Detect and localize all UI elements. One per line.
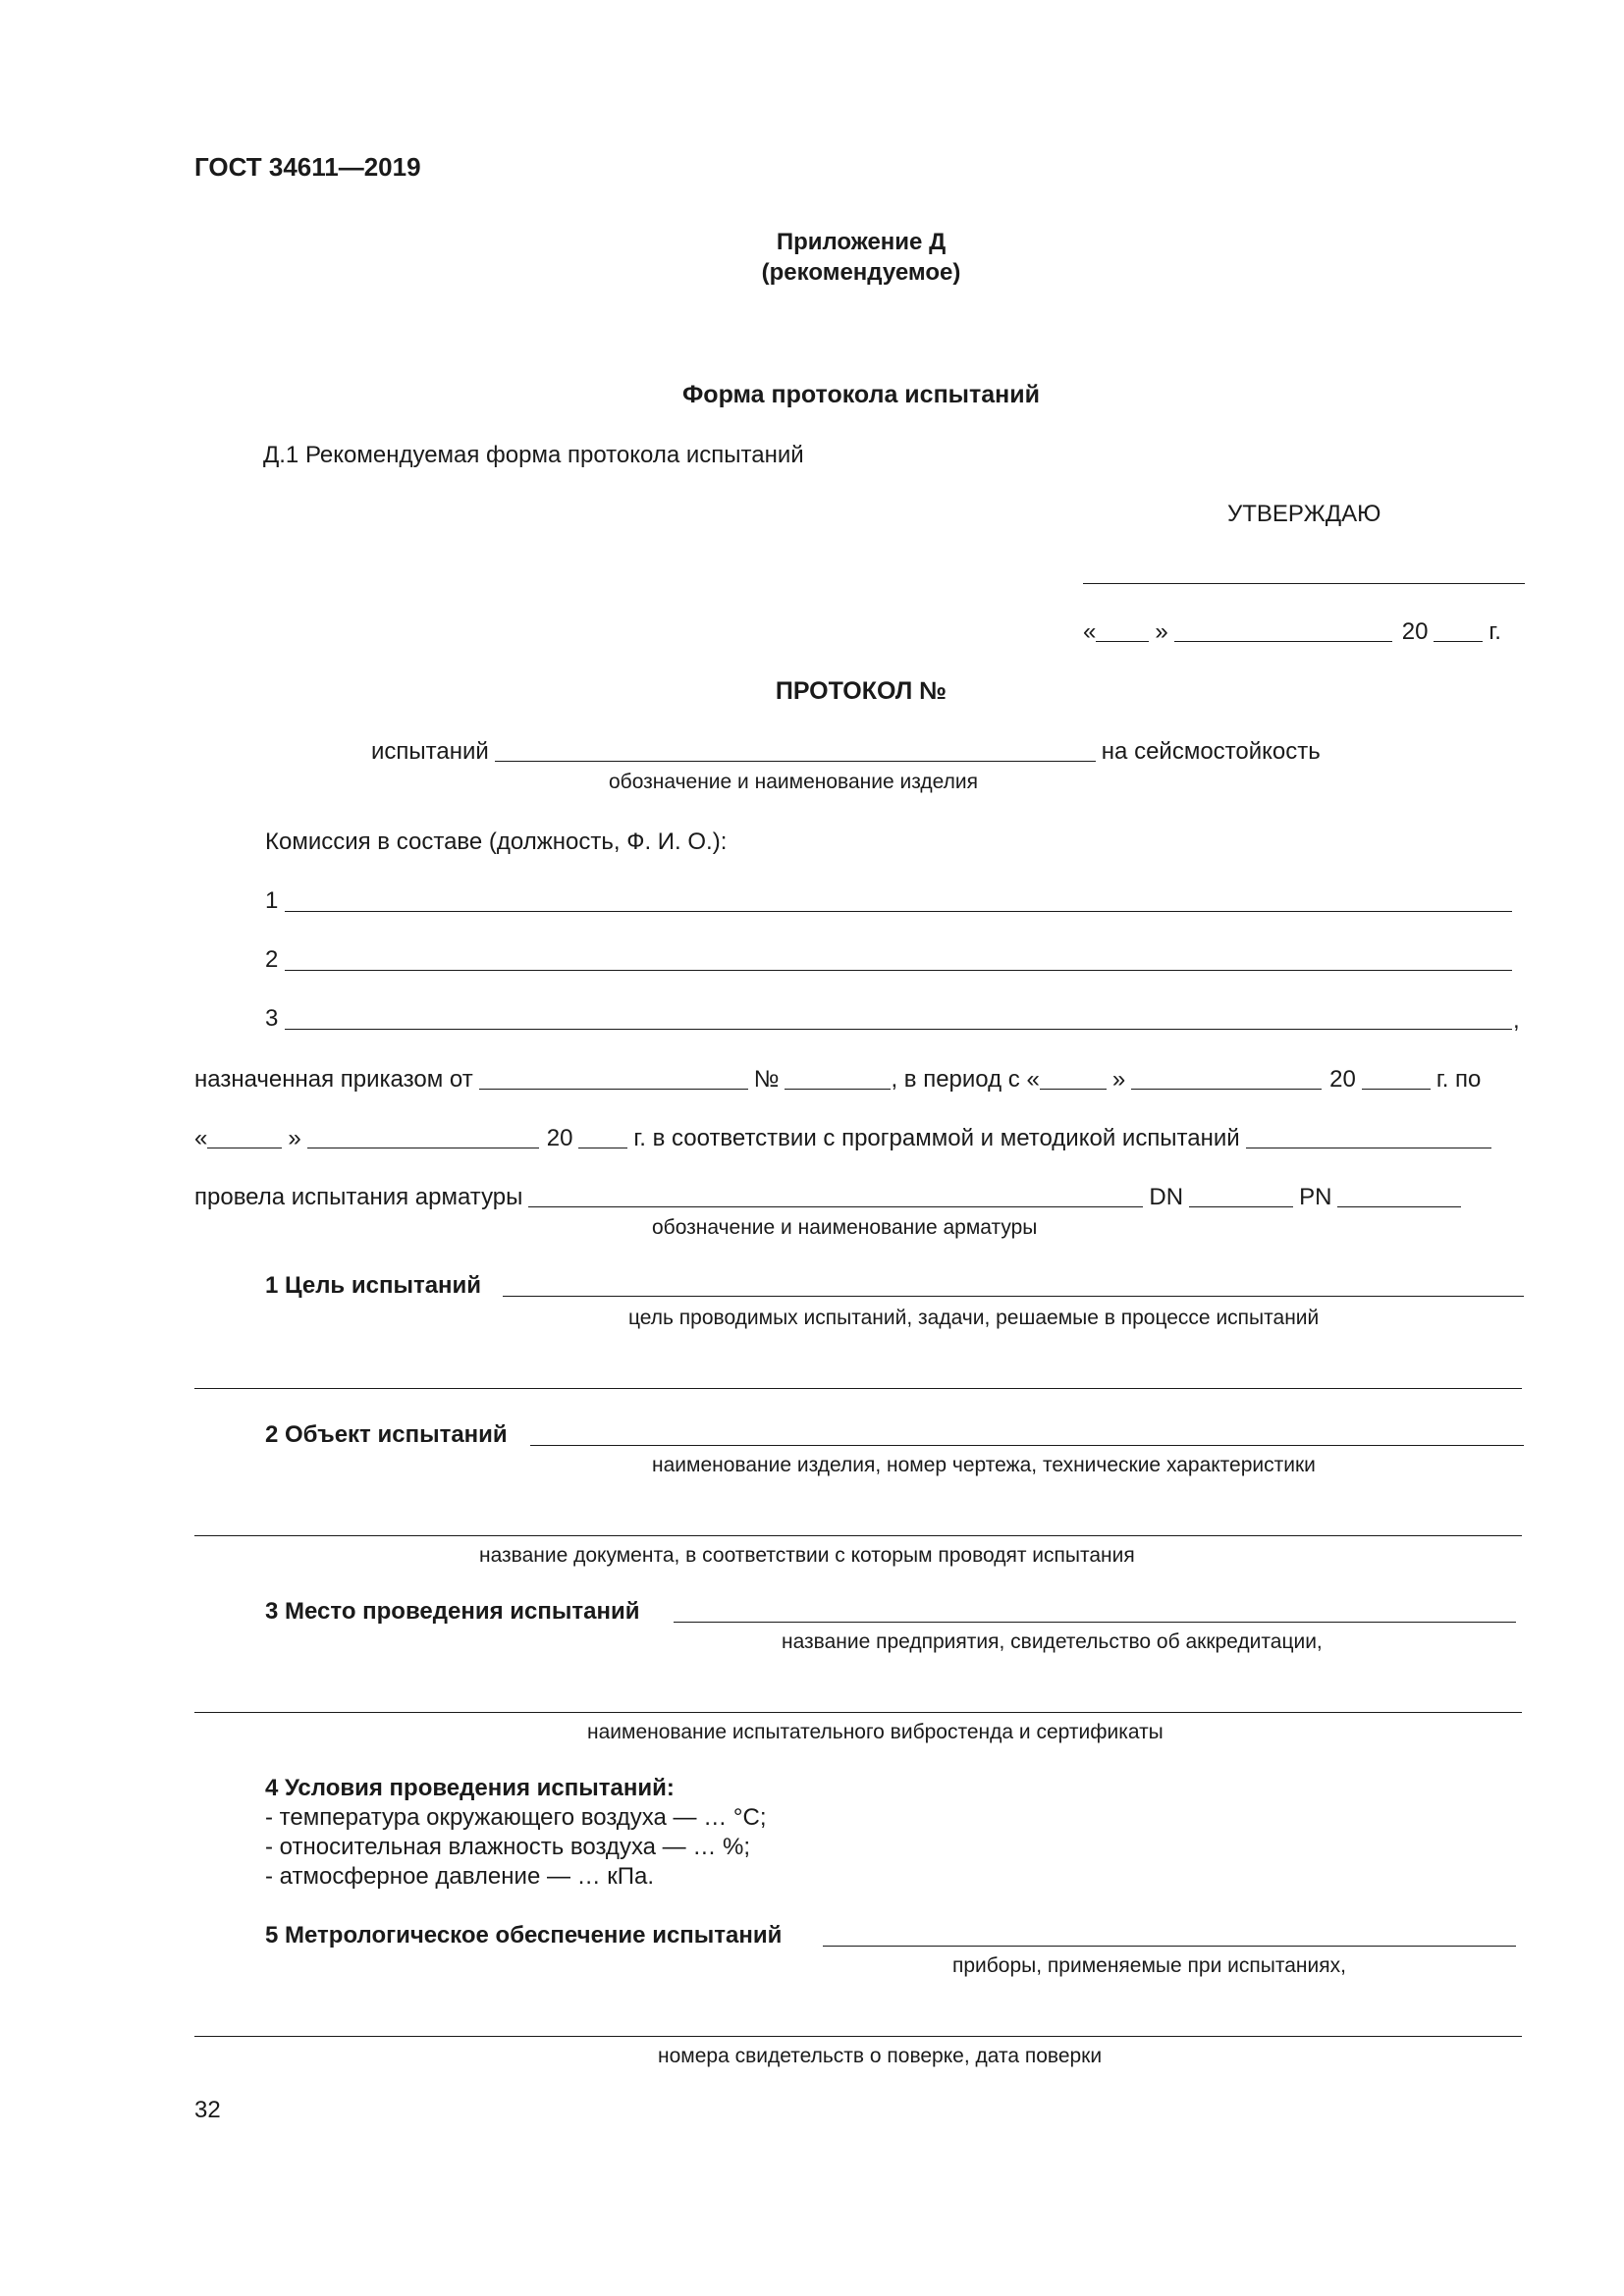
section-2-title: 2 Объект испытаний xyxy=(265,1421,508,1448)
section-4-title: 4 Условия проведения испытаний: xyxy=(265,1775,675,1801)
section-1-field[interactable] xyxy=(503,1296,1524,1297)
member-1-number: 1 xyxy=(265,887,279,914)
condition-temperature: - температура окружающего воздуха — … °С; xyxy=(265,1804,767,1831)
section-2-caption: наименование изделия, номер чертежа, технические характеристики xyxy=(652,1454,1316,1476)
pn-field[interactable] xyxy=(1337,1185,1461,1207)
period-to-label: г. по xyxy=(1435,1066,1482,1093)
section-2-field[interactable] xyxy=(530,1445,1524,1446)
approve-label: УТВЕРЖДАЮ xyxy=(1227,501,1381,527)
appointed-label: назначенная приказом от xyxy=(194,1066,473,1093)
seismic-label: на сейсмостойкость xyxy=(1101,738,1321,765)
member-3-number: 3 xyxy=(265,1005,279,1032)
section-5-caption-2: номера свидетельств о поверке, дата поверки xyxy=(658,2045,1103,2067)
program-field[interactable] xyxy=(1246,1126,1491,1148)
armature-field[interactable] xyxy=(528,1185,1143,1207)
approve-year-suffix: г. xyxy=(1489,618,1501,645)
form-title: Форма протокола испытаний xyxy=(681,381,1041,408)
condition-humidity: - относительная влажность воздуха — … %; xyxy=(265,1834,751,1860)
product-field[interactable] xyxy=(495,739,1096,762)
pn-label: PN xyxy=(1299,1184,1332,1210)
member-2-field[interactable] xyxy=(285,970,1512,971)
product-caption: обозначение и наименование изделия xyxy=(609,771,978,793)
approve-year-prefix: 20 xyxy=(1401,618,1429,645)
section-3-caption: название предприятия, свидетельство об аккредитации, xyxy=(782,1630,1323,1653)
armature-label: провела испытания арматуры xyxy=(194,1184,523,1210)
member-2-number: 2 xyxy=(265,946,279,973)
period-end-quote-open: « xyxy=(194,1125,208,1151)
approve-signature-line[interactable] xyxy=(1083,583,1525,584)
commission-label: Комиссия в составе (должность, Ф. И. О.): xyxy=(265,828,728,855)
dn-field[interactable] xyxy=(1189,1185,1293,1207)
section-3-field[interactable] xyxy=(674,1622,1516,1623)
order-row-2 xyxy=(194,1125,1497,1150)
clause-heading: Д.1 Рекомендуемая форма протокола испытаний xyxy=(263,442,804,468)
period-end-year-prefix: 20 xyxy=(546,1125,573,1151)
order-row-1 xyxy=(194,1066,1481,1092)
member-3-field[interactable] xyxy=(285,1029,1512,1030)
section-1-caption: цель проводимых испытаний, задачи, решаемые в процессе испытаний xyxy=(628,1307,1320,1329)
section-5-field-2[interactable] xyxy=(194,2036,1522,2037)
member-3-comma: , xyxy=(1513,1007,1520,1034)
page-number: 32 xyxy=(194,2097,221,2123)
protocol-product-row xyxy=(371,738,1321,764)
approve-day-field[interactable] xyxy=(1096,619,1149,642)
section-3-field-2[interactable] xyxy=(194,1712,1522,1713)
document-code: ГОСТ 34611—2019 xyxy=(194,152,421,182)
section-2-field-2[interactable] xyxy=(194,1535,1522,1536)
tests-label: испытаний xyxy=(371,738,489,765)
section-5-caption: приборы, применяемые при испытаниях, xyxy=(952,1954,1346,1977)
order-number-label: № xyxy=(753,1066,780,1093)
quote-close: » xyxy=(1155,618,1168,645)
period-start-year-prefix: 20 xyxy=(1329,1066,1356,1093)
section-5-title: 5 Метрологическое обеспечение испытаний xyxy=(265,1922,783,1949)
armature-caption: обозначение и наименование арматуры xyxy=(652,1216,1038,1239)
period-start-day-field[interactable] xyxy=(1040,1067,1107,1090)
section-1-title: 1 Цель испытаний xyxy=(265,1272,482,1299)
section-5-field[interactable] xyxy=(823,1946,1516,1947)
period-end-day-field[interactable] xyxy=(207,1126,282,1148)
approve-year-field[interactable] xyxy=(1434,619,1483,642)
condition-pressure: - атмосферное давление — … кПа. xyxy=(265,1863,655,1890)
period-end-month-field[interactable] xyxy=(307,1126,539,1148)
section-1-field-2[interactable] xyxy=(194,1388,1522,1389)
section-3-caption-2: наименование испытательного вибростенда и сертификаты xyxy=(587,1721,1164,1743)
section-2-caption-2: название документа, в соответствии с которым проводят испытания xyxy=(479,1544,1135,1567)
order-date-field[interactable] xyxy=(479,1067,748,1090)
period-label: , в период с « xyxy=(891,1066,1040,1093)
member-1-field[interactable] xyxy=(285,911,1512,912)
program-label: г. в соответствии с программой и методикой испытаний xyxy=(633,1125,1240,1151)
section-3-title: 3 Место проведения испытаний xyxy=(265,1598,640,1625)
appendix-title: Приложение Д xyxy=(776,229,947,255)
armature-row xyxy=(194,1184,1467,1209)
period-quote-close: » xyxy=(1111,1066,1126,1093)
period-start-year-field[interactable] xyxy=(1362,1067,1431,1090)
order-number-field[interactable] xyxy=(785,1067,891,1090)
quote-open: « xyxy=(1083,618,1097,645)
protocol-title: ПРОТОКОЛ № xyxy=(775,677,947,705)
appendix-type: (рекомендуемое) xyxy=(761,259,961,286)
approve-month-field[interactable] xyxy=(1174,619,1392,642)
dn-label: DN xyxy=(1149,1184,1184,1210)
period-start-month-field[interactable] xyxy=(1131,1067,1322,1090)
approve-date-row xyxy=(1083,618,1501,644)
period-end-quote-close: » xyxy=(288,1125,301,1151)
period-end-year-field[interactable] xyxy=(578,1126,627,1148)
